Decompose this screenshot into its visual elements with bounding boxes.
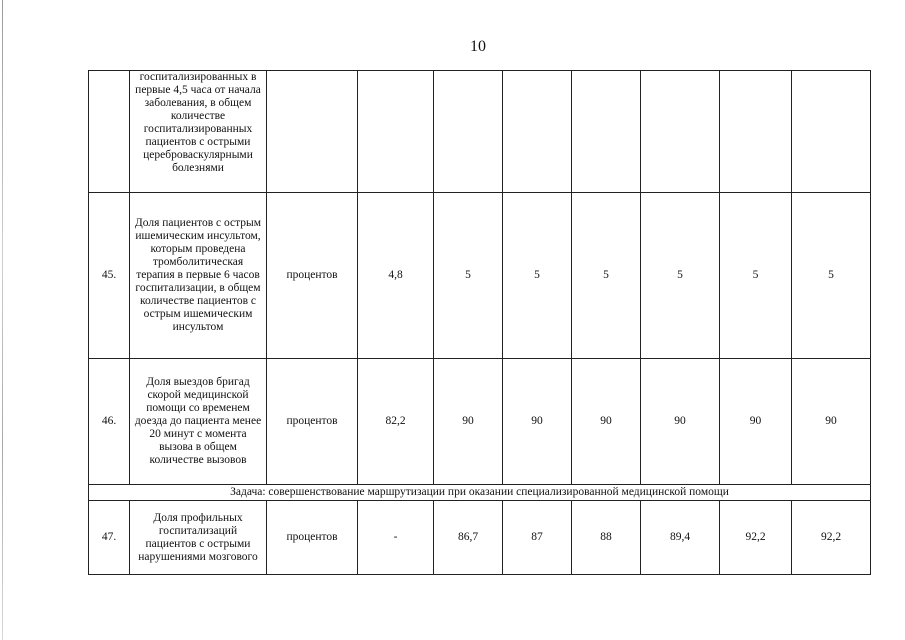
indicator-name: Доля профильных госпитализаций пациентов с острыми нарушениями мозгового [130,501,267,575]
value-cell: 87 [503,501,572,575]
value-cell: 5 [434,193,503,359]
value-cell: 4,8 [358,193,434,359]
row-number: 47. [89,501,130,575]
value-cell: 82,2 [358,359,434,485]
row-number: 45. [89,193,130,359]
value-cell: 90 [720,359,792,485]
unit-cell: процентов [267,501,358,575]
value-cell: 5 [720,193,792,359]
value-cell [641,71,720,193]
value-cell [503,71,572,193]
value-cell: 90 [434,359,503,485]
value-cell [792,71,871,193]
row-number [89,71,130,193]
value-cell: - [358,501,434,575]
indicator-name: Доля выездов бригад скорой медицинской помощи со временем доезда до пациента менее 20 минут с момента вызова в общем количестве вызовов [130,359,267,485]
value-cell: 5 [792,193,871,359]
table-row [89,359,871,485]
unit-cell: процентов [267,193,358,359]
value-cell: 86,7 [434,501,503,575]
scan-margin-line [2,0,3,640]
table-row [89,501,871,575]
table-body [89,71,871,575]
indicator-name: Доля пациентов с острым ишемическим инсультом, которым проведена тромболитическая терапия в первые 6 часов госпитализации, в общем количестве пациентов с острым ишемическим инсультом [130,193,267,359]
value-cell: 92,2 [792,501,871,575]
task-row [89,485,871,501]
value-cell: 92,2 [720,501,792,575]
indicators-table [88,70,871,575]
value-cell: 5 [641,193,720,359]
value-cell: 90 [572,359,641,485]
unit-cell [267,71,358,193]
value-cell: 90 [503,359,572,485]
unit-cell: процентов [267,359,358,485]
row-number: 46. [89,359,130,485]
task-heading: Задача: совершенствование маршрутизации при оказании специализированной медицинской помощи [89,485,871,501]
value-cell: 5 [503,193,572,359]
value-cell: 89,4 [641,501,720,575]
value-cell [720,71,792,193]
value-cell: 88 [572,501,641,575]
value-cell: 90 [792,359,871,485]
value-cell [434,71,503,193]
page-number: 10 [470,38,486,55]
table-row [89,193,871,359]
indicator-name: госпитализированных в первые 4,5 часа от начала заболевания, в общем количестве госпитализированных пациентов с острыми цереброваскулярными болезнями [130,71,267,193]
value-cell [572,71,641,193]
table-row [89,71,871,193]
value-cell: 5 [572,193,641,359]
value-cell: 90 [641,359,720,485]
value-cell [358,71,434,193]
